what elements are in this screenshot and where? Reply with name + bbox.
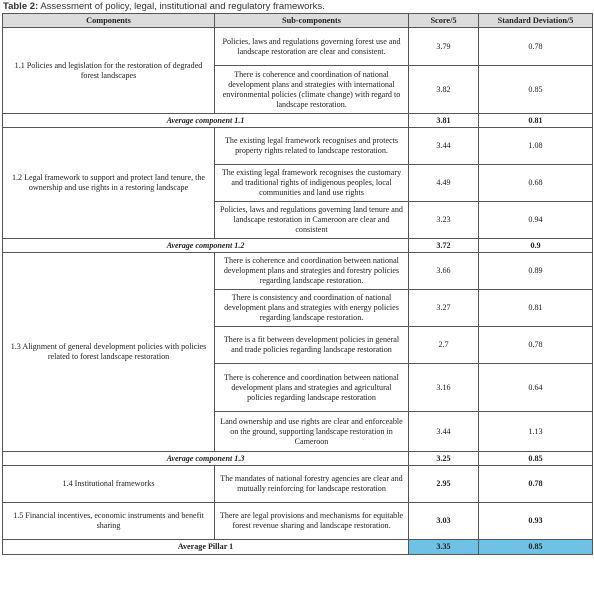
average-row [3, 452, 593, 466]
component-cell: 1.4 Institutional frameworks [3, 466, 215, 503]
component-cell: 1.1 Policies and legislation for the restoration of degraded forest landscapes [3, 28, 215, 114]
subcomponent-cell: The existing legal framework recognises the customary and traditional rights of indigenous peoples, local communities and land use rights [215, 165, 409, 202]
table-row [3, 28, 593, 66]
score-cell: 3.44 [409, 412, 479, 452]
average-sd: 0.81 [479, 114, 593, 128]
header-score: Score/5 [409, 14, 479, 28]
header-row [3, 14, 593, 28]
score-cell: 2.95 [409, 466, 479, 503]
table-row [3, 466, 593, 503]
subcomponent-cell: Land ownership and use rights are clear and enforceable on the ground, supporting landscape restoration in Cameroon [215, 412, 409, 452]
score-cell: 3.66 [409, 253, 479, 290]
sd-cell: 0.89 [479, 253, 593, 290]
subcomponent-cell: Policies, laws and regulations governing land tenure and landscape restoration in Cameroon are clear and consistent [215, 202, 409, 239]
average-score: 3.25 [409, 452, 479, 466]
subcomponent-cell: The mandates of national forestry agencies are clear and mutually reinforcing for landscape restoration [215, 466, 409, 503]
average-label: Average component 1.2 [3, 239, 409, 253]
component-cell: 1.2 Legal framework to support and protect land tenure, the ownership and use rights in a restoring landscape [3, 128, 215, 239]
header-sd: Standard Deviation/5 [479, 14, 593, 28]
average-score: 3.81 [409, 114, 479, 128]
pillar-label: Average Pillar 1 [3, 540, 409, 555]
subcomponent-cell: There is a fit between development policies in general and trade policies regarding landscape restoration [215, 327, 409, 364]
sd-cell: 0.93 [479, 503, 593, 540]
assessment-table [2, 13, 593, 555]
average-score: 3.72 [409, 239, 479, 253]
score-cell: 3.03 [409, 503, 479, 540]
sd-cell: 0.94 [479, 202, 593, 239]
table-caption [0, 0, 594, 13]
pillar-average-row [3, 540, 593, 555]
score-cell: 2.7 [409, 327, 479, 364]
table-row [3, 503, 593, 540]
score-cell: 3.44 [409, 128, 479, 165]
subcomponent-cell: There is coherence and coordination between national development plans and strategies and forestry policies regarding landscape restoration. [215, 253, 409, 290]
sd-cell: 0.78 [479, 327, 593, 364]
subcomponent-cell: There is coherence and coordination of national development plans and strategies with international environmental policies (climate change) with regard to landscape restoration. [215, 66, 409, 114]
score-cell: 3.23 [409, 202, 479, 239]
sd-cell: 1.08 [479, 128, 593, 165]
sd-cell: 0.81 [479, 290, 593, 327]
caption-label: Table 2: [3, 1, 39, 12]
sd-cell: 0.85 [479, 66, 593, 114]
table-row [3, 128, 593, 165]
table-row [3, 253, 593, 290]
component-cell: 1.5 Financial incentives, economic instruments and benefit sharing [3, 503, 215, 540]
score-cell: 4.49 [409, 165, 479, 202]
score-cell: 3.16 [409, 364, 479, 412]
header-subcomponents: Sub-components [215, 14, 409, 28]
sd-cell: 0.78 [479, 466, 593, 503]
component-cell: 1.3 Alignment of general development policies with policies related to forest landscape restoration [3, 253, 215, 452]
score-cell: 3.79 [409, 28, 479, 66]
average-sd: 0.9 [479, 239, 593, 253]
average-sd: 0.85 [479, 452, 593, 466]
subcomponent-cell: The existing legal framework recognises and protects property rights related to landscape restoration. [215, 128, 409, 165]
average-row [3, 239, 593, 253]
pillar-score: 3.35 [409, 540, 479, 555]
caption-text: Assessment of policy, legal, institutional and regulatory frameworks. [40, 1, 325, 12]
subcomponent-cell: Policies, laws and regulations governing forest use and landscape restoration are clear and consistent. [215, 28, 409, 66]
score-cell: 3.27 [409, 290, 479, 327]
score-cell: 3.82 [409, 66, 479, 114]
pillar-sd: 0.85 [479, 540, 593, 555]
average-label: Average component 1.1 [3, 114, 409, 128]
header-components: Components [3, 14, 215, 28]
sd-cell: 0.78 [479, 28, 593, 66]
subcomponent-cell: There is consistency and coordination of national development plans and strategies with energy policies regarding landscape restoration. [215, 290, 409, 327]
subcomponent-cell: There is coherence and coordination between national development plans and strategies and agricultural policies regarding landscape restoration [215, 364, 409, 412]
sd-cell: 0.64 [479, 364, 593, 412]
subcomponent-cell: There are legal provisions and mechanisms for equitable forest revenue sharing and landscape restoration. [215, 503, 409, 540]
sd-cell: 0.68 [479, 165, 593, 202]
average-row [3, 114, 593, 128]
sd-cell: 1.13 [479, 412, 593, 452]
average-label: Average component 1.3 [3, 452, 409, 466]
